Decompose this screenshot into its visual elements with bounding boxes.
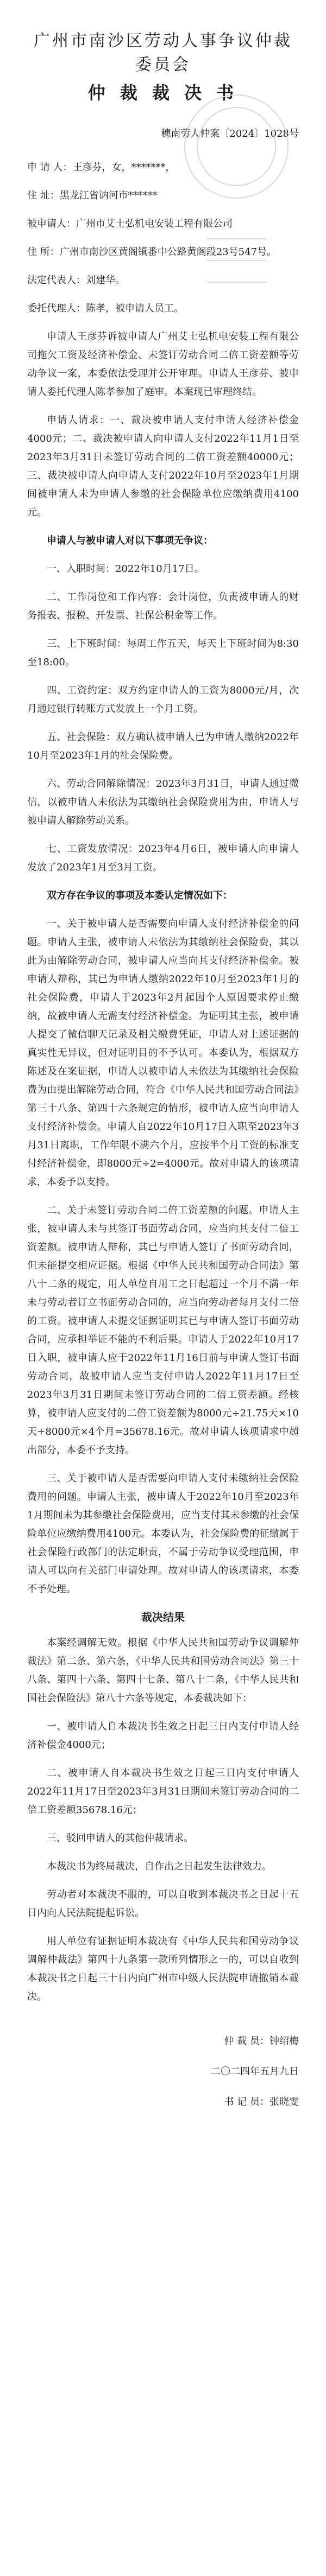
fact-4: 四、工资约定：双方约定申请人的工资为8000元/月，次月通过银行转账方式发放上一个月工资。 <box>27 685 299 715</box>
ruling-3: 三、驳回申请人的其他仲裁请求。 <box>47 1833 193 1844</box>
ruling-1: 一、被申请人自本裁决书生效之日起三日内支付申请人经济补偿金4000元； <box>27 1721 299 1751</box>
fact-5: 五、社会保险：双方确认被申请人已为申请人缴纳2022年10月至2023年1月的社会保险费。 <box>27 732 299 761</box>
party-line-4: 住 所：广州市南沙区黄阁镇番中公路黄阁段23号547号。 <box>27 246 277 258</box>
party-line-6: 委托代理人：陈孝，被申请人员工。 <box>27 303 184 314</box>
result-heading: 裁决结果 <box>141 1611 185 1624</box>
dispute-2: 二、关于未签订劳动合同二倍工资差额的问题。申请人主张，被申请人未与其签订书面劳动合同，应当向其支付二倍工资差额。被申请人辩称，其已与申请人签订了书面劳动合同，但未能提交相应证据。根据《中华人民共和国劳动合同法》第八十二条的规定，用人单位自用工之日起超过一个月不满一年未与劳动者订立书面劳动合同的，应当向劳动者每月支付二倍的工资。被申请人未提交证据证明其已与申请人签订书面劳动合同，应承担举证不能的不利后果。申请人于2022年10月17日入职，被申请人应于2022年11月16日前与申请人签订书面劳动合同，故被申请人应当支付申请人2022年11月17日至2023年3月31日期间未签订劳动合同的二倍工资差额。经核算，被申请人应支付的二倍工资差额为8000元÷21.75天×10天+8000元×4个月=35678.16元。故对申请人该项请求中超出部分，本委不予支持。 <box>27 1205 299 1456</box>
claims-paragraph: 申请人请求：一、裁决被申请人支付申请人经济补偿金4000元；二、裁决被申请人向申请人支付2022年11月1日至2023年3月31日未签订劳动合同的二倍工资差额40000元；三、裁决被申请人向申请人支付2022年10月至2023年1月期间被申请人未为申请人参缴的社会保险单位应缴纳费用4100元。 <box>27 415 299 518</box>
arbitrator-signature: 仲 裁 员：钟绍梅 <box>224 2036 299 2047</box>
case-number: 穗南劳人仲案〔2024〕1028号 <box>161 128 299 139</box>
fact-7: 七、工资发放情况：2023年4月6日，被申请人向申请人发放了2023年1月至3月工资。 <box>27 843 299 873</box>
fact-2: 二、工作岗位和工作内容：会计岗位，负责被申请人的财务报表、报税、开发票、社保公积金等工作。 <box>27 591 299 621</box>
document-title: 仲 裁 裁 决 书 <box>87 82 239 103</box>
committee-name: 广州市南沙区劳动人事争议仲裁委员会 <box>34 31 292 74</box>
issue-date: 二〇二四年五月九日 <box>211 2066 299 2077</box>
clerk-signature: 书 记 员：张晓雯 <box>224 2096 299 2108</box>
intro-paragraph: 申请人王彦芬诉被申请人广州艾士弘机电安装工程有限公司拖欠工资及经济补偿金、未签订劳动合同二倍工资差额等劳动争议一案，本委依法受理并公开审理。申请人王彦芬、被申请人委托代理人陈孝参加了庭审。本案现已审理终结。 <box>27 331 299 398</box>
fact-3: 三、上下班时间：每周工作五天，每天上下班时间为8:30至18:00。 <box>27 638 299 668</box>
party-line-3: 被申请人：广州市艾士弘机电安装工程有限公司 <box>27 218 233 230</box>
undisputed-heading: 申请人与被申请人对以下事项无争议： <box>47 535 213 546</box>
ruling-2: 二、被申请人自本裁决书生效之日起三日内支付申请人2022年11月17日至2023年3月31日期间未签订劳动合同的二倍工资差额35678.16元； <box>27 1767 299 1816</box>
fact-1: 一、入职时间：2022年10月17日。 <box>47 563 204 575</box>
party-line-5: 法定代表人：刘建华。 <box>27 275 125 286</box>
fact-6: 六、劳动合同解除情况：2023年3月31日，申请人通过微信，以被申请人未依法为其缴纳社会保险费用为由，申请人与被申请人解除劳动关系。 <box>27 778 299 826</box>
result-intro: 本案经调解无效。根据《中华人民共和国劳动争议调解仲裁法》第二条、第六条，《中华人民共和国劳动合同法》第三十八条、第四十六条、第四十七条、第八十二条，《中华人民共和国社会保险法》第八十六条等规定，本委裁决如下： <box>27 1637 299 1704</box>
appeal-note-employer: 用人单位有证据证明本裁决有《中华人民共和国劳动争议调解仲裁法》第四十九条第一款所列情形之一的，可以自收到本裁决书之日起三十日内向广州市中级人民法院申请撤销本裁决。 <box>27 1936 299 2002</box>
dispute-1: 一、关于被申请人是否需要向申请人支付经济补偿金的问题。申请人主张，被申请人未依法为其缴纳社会保险费，其以此为由解除劳动合同，被申请人应当向其支付经济补偿金。被申请人辩称，其已为申请人缴纳2022年10月至2023年1月的社会保险费，申请人于2023年2月起因个人原因要求停止缴纳，故被申请人无需支付经济补偿金。为证明其主张，被申请人提交了微信聊天记录及相关缴费凭证，申请人对上述证据的真实性无异议，但对证明目的不予认可。本委认为，根据双方陈述及在案证据，申请人以被申请人未依法为其缴纳社会保险费为由提出解除劳动合同，符合《中华人民共和国劳动合同法》第三十八条、第四十六条规定的情形，被申请人应当向申请人支付经济补偿金。申请人自2022年10月17日入职至2023年3月31日离职，工作年限不满六个月，应按半个月工资的标准支付经济补偿金，即8000元÷2=4000元。故对申请人的该项请求，本委予以支持。 <box>27 918 299 1188</box>
party-line-2: 住 址：黑龙江省讷河市****** <box>27 190 158 201</box>
finality-note: 本裁决书为终局裁决，自作出之日起发生法律效力。 <box>47 1861 272 1872</box>
dispute-3: 三、关于被申请人是否需要向申请人支付未缴纳社会保险费用的问题。申请人主张，被申请人于2022年10月至2023年1月期间未为其参缴社会保险费用，应当支付其未参缴的社会保险单位应缴纳费用4100元。本委认为，社会保险费的征缴属于社会保险行政部门的法定职责，不属于劳动争议受理范围，申请人可以向有关部门申请处理。故对申请人的该项请求，本委不予处理。 <box>27 1473 299 1595</box>
appeal-note-worker: 劳动者对本裁决不服的，可以自收到本裁决书之日起十五日内向人民法院提起诉讼。 <box>27 1889 299 1919</box>
party-line-1: 申 请 人：王彦芬，女，*******， <box>27 162 175 173</box>
disputed-heading: 双方存在争议的事项及本委认定情况如下： <box>47 890 233 901</box>
